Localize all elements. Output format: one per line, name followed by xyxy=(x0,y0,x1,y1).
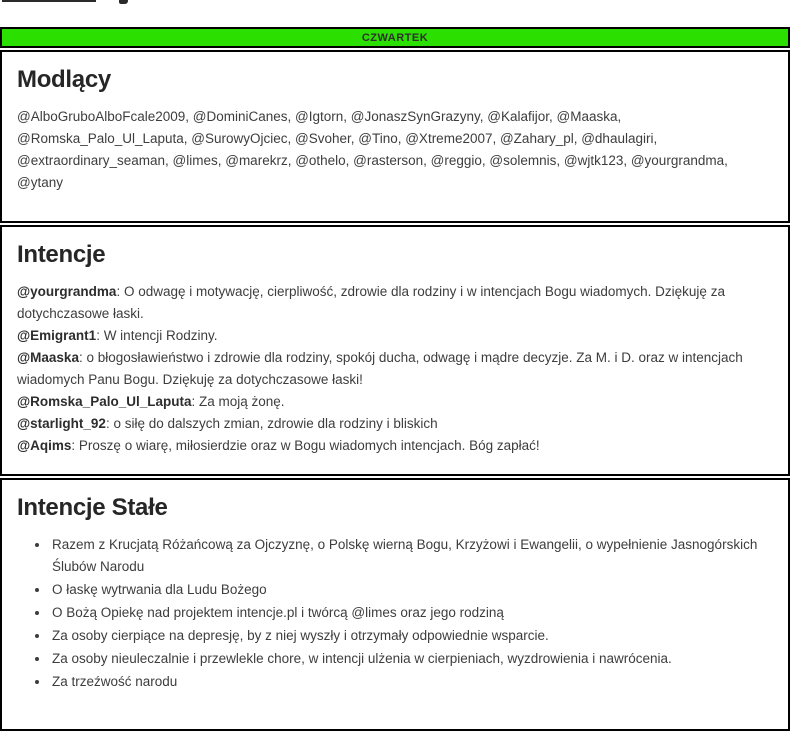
intention-entry xyxy=(17,435,773,457)
intention-entry xyxy=(17,347,773,391)
intention-entry xyxy=(17,281,773,325)
cutoff-heading-fragment xyxy=(2,0,96,2)
intention-entry xyxy=(17,391,773,413)
intention-author: @Aqims xyxy=(17,438,72,453)
intention-author: @starlight_92 xyxy=(17,416,106,431)
permanent-intention-item: • Za osoby cierpiące na depresję, by z niej wyszły i otrzymały odpowiednie wsparcie. xyxy=(50,625,773,647)
section-title-modlacy: Modlący xyxy=(17,66,111,93)
section-intencje-stale xyxy=(0,478,790,731)
section-intencje xyxy=(0,225,790,476)
section-modlacy xyxy=(0,50,790,223)
intention-text: : o siłę do dalszych zmian, zdrowie dla rodziny i bliskich xyxy=(105,416,438,431)
intention-text: : Za moją żonę. xyxy=(191,394,285,409)
intention-author: @Romska_Palo_Ul_Laputa xyxy=(17,394,192,409)
intention-author: @Maaska xyxy=(17,350,79,365)
intention-entry xyxy=(17,413,773,435)
intention-text: : o błogosławieństwo i zdrowie dla rodziny, spokój ducha, odwagę i mądre decyzje. Za M. i D. oraz w intencjach wiadomych Panu Bogu. Dziękuję za dotychczasowe łaski! xyxy=(17,350,743,387)
intention-text: : O odwagę i motywację, cierpliwość, zdrowie dla rodziny i w intencjach Bogu wiadomych. Dziękuję za dotychczasowe łaski. xyxy=(17,284,725,321)
section-title-intencje-stale: Intencje Stałe xyxy=(17,494,168,521)
top-whitespace xyxy=(0,0,790,27)
permanent-intention-item: • Razem z Krucjatą Różańcową za Ojczyznę, o Polskę wierną Bogu, Krzyżowi i Ewangelii, o wypełnienie Jasnogórskich Ślubów Narodu xyxy=(50,534,773,578)
permanent-intentions-list xyxy=(17,534,773,693)
permanent-intention-item: • Za osoby nieuleczalnie i przewlekle chore, w intencji ulżenia w cierpieniach, wyzdrowienia i nawrócenia. xyxy=(50,648,773,670)
intention-author: @yourgrandma xyxy=(17,284,117,299)
intention-text: : Proszę o wiarę, miłosierdzie oraz w Bogu wiadomych intencjach. Bóg zapłać! xyxy=(71,438,540,453)
permanent-intention-item: • Za trzeźwość narodu xyxy=(50,671,773,693)
cutoff-heading-descender xyxy=(119,0,128,4)
intention-text: : W intencji Rodziny. xyxy=(96,328,218,343)
permanent-intention-item: • O Bożą Opiekę nad projektem intencje.pl i twórcą @limes oraz jego rodziną xyxy=(50,602,773,624)
permanent-intention-item: • O łaskę wytrwania dla Ludu Bożego xyxy=(50,579,773,601)
day-banner: CZWARTEK xyxy=(0,27,790,48)
members-list: @AlboGruboAlboFcale2009, @DominiCanes, @Igtorn, @JonaszSynGrazyny, @Kalafijor, @Maaska, @Romska_Palo_Ul_Laputa, @SurowyOjciec, @Svoher, @Tino, @Xtreme2007, @Zahary_pl, @dhaulagiri, @extraordinary_seaman, @limes, @marekrz, @othelo, @rasterson, @reggio, @solemnis, @wjtk123, @yourgrandma, @ytany xyxy=(17,109,728,190)
section-title-intencje: Intencje xyxy=(17,241,106,268)
intention-author: @Emigrant1 xyxy=(17,328,97,343)
intention-entry xyxy=(17,325,773,347)
